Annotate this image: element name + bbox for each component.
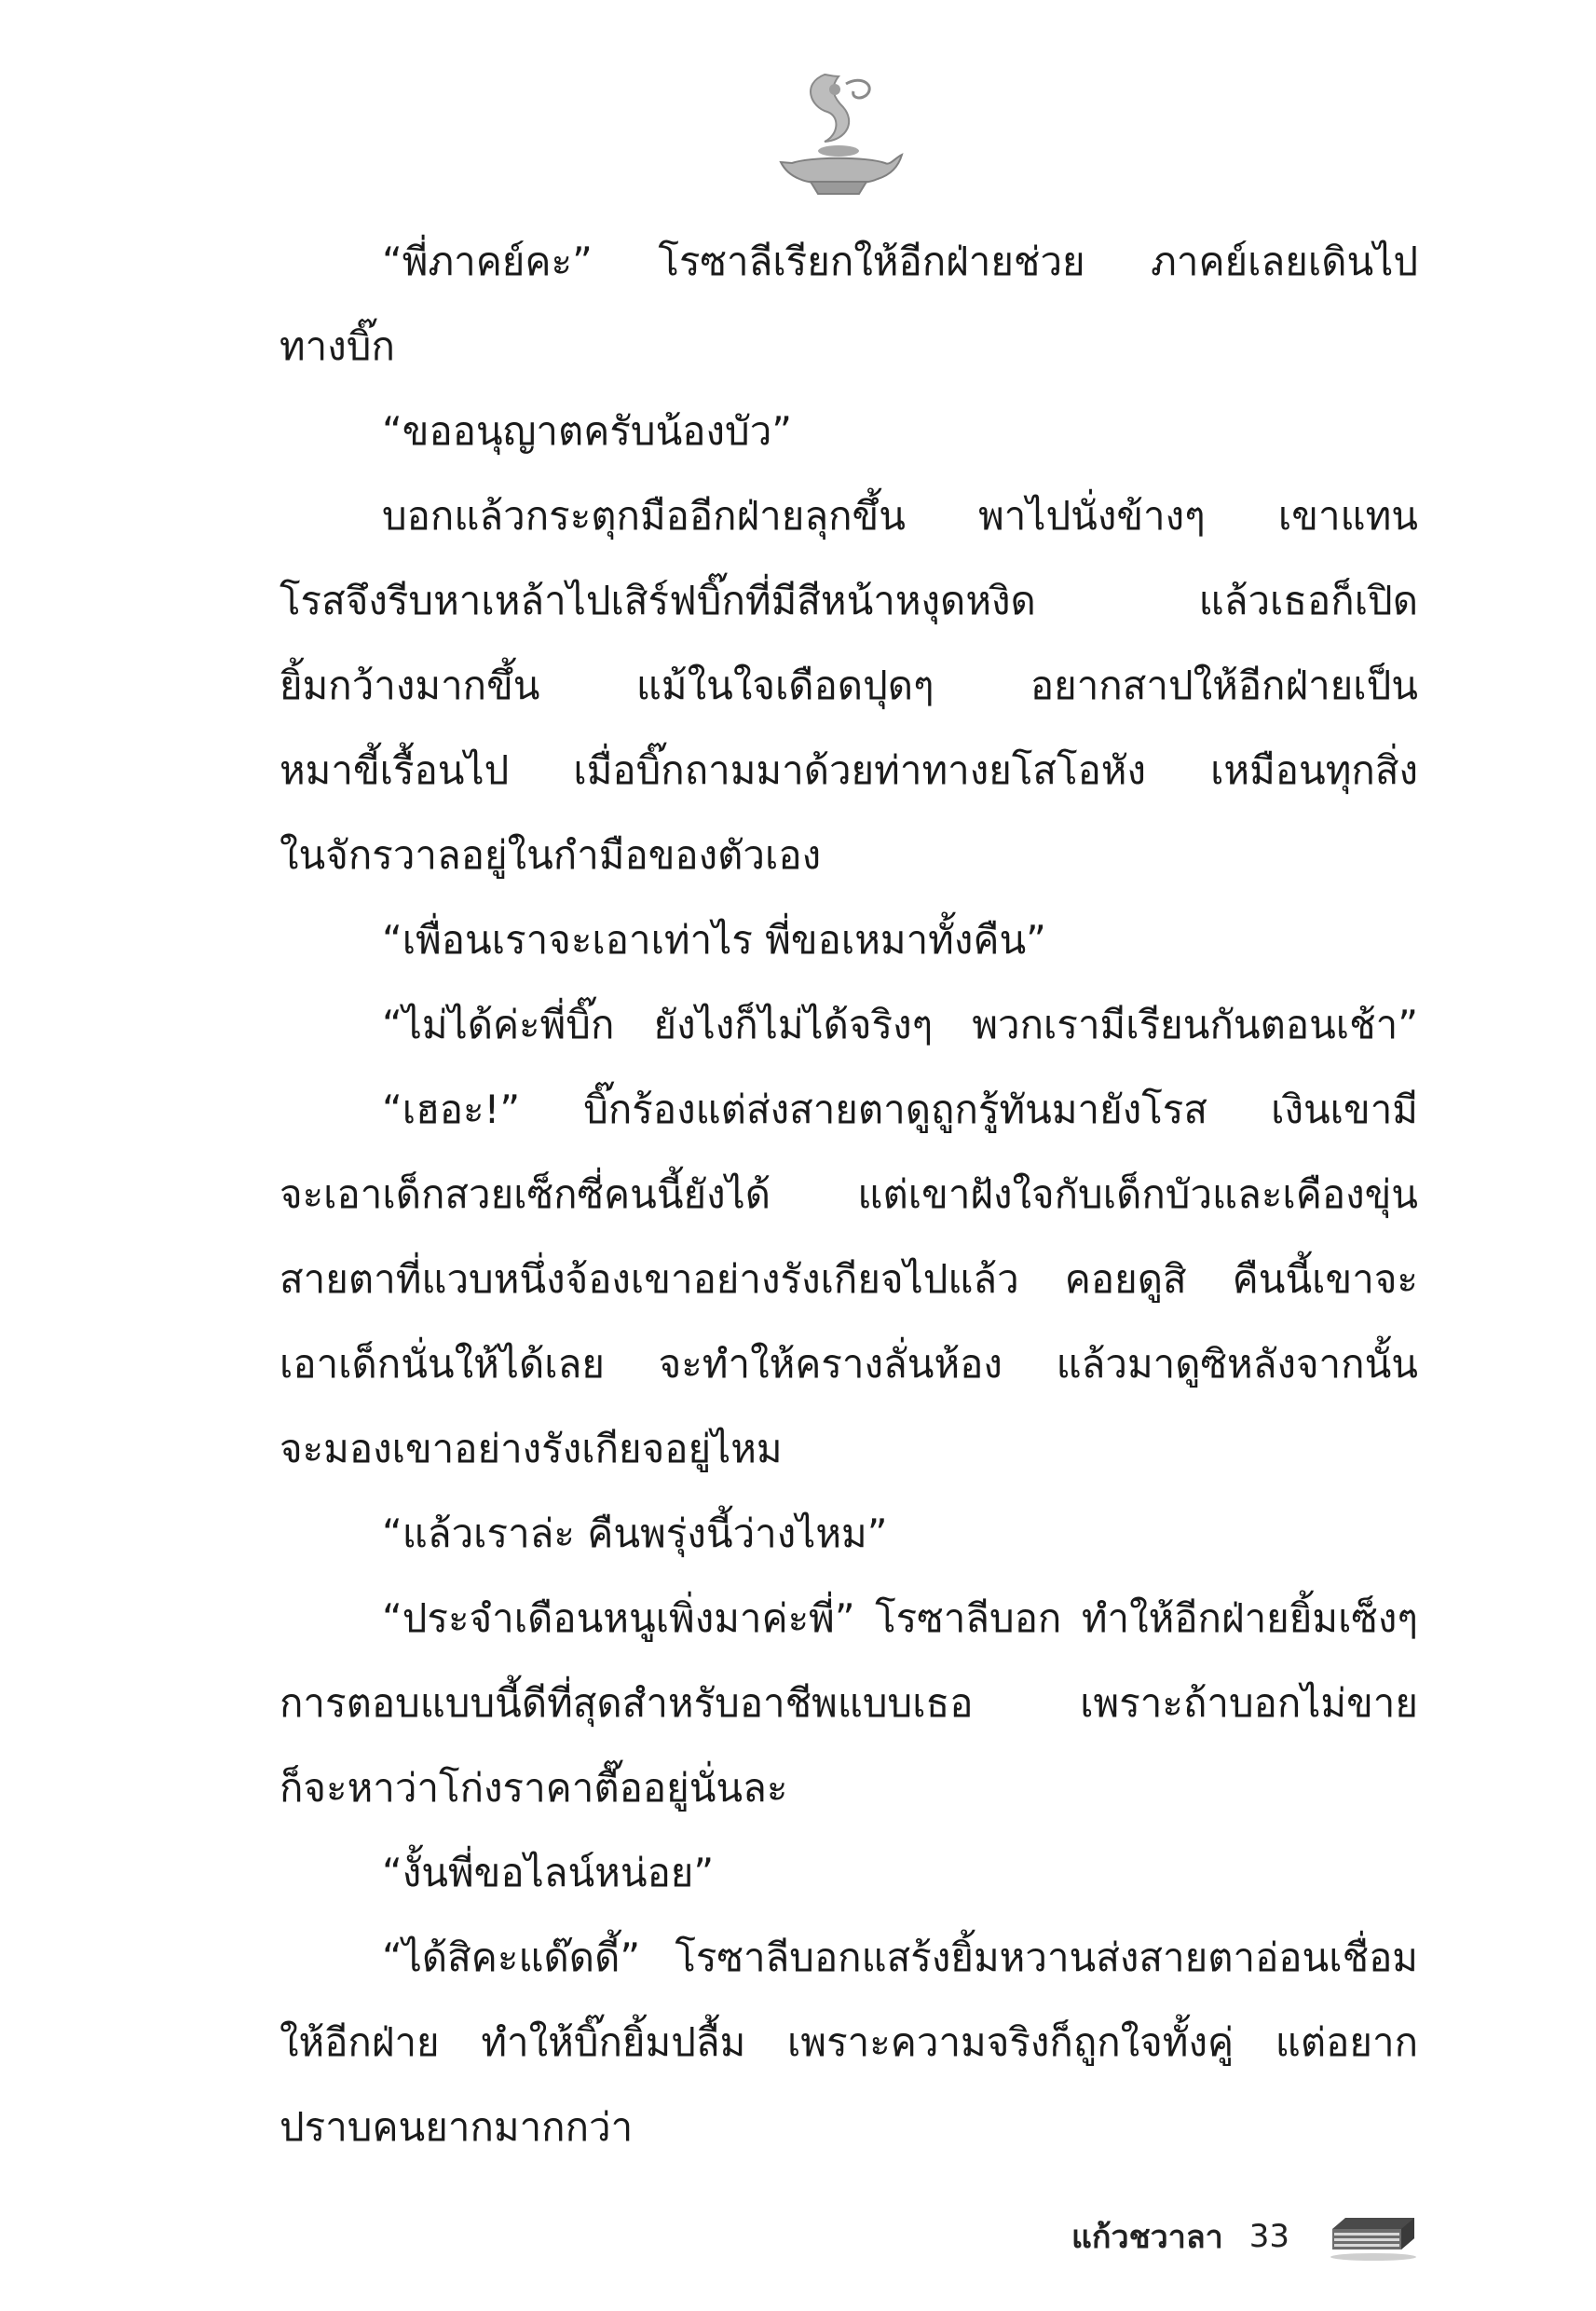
text-line: “แล้วเราล่ะ คืนพรุ่งนี้ว่างไหม”: [382, 1511, 888, 1556]
text-line: “งั้นพี่ขอไลน์หน่อย”: [382, 1850, 715, 1895]
text-line: “ไม่ได้ค่ะพี่บิ๊ก ยังไงก็ไม่ได้จริงๆ พวกเรามีเรียนกันตอนเช้า”: [382, 1002, 1418, 1047]
text-line: โรสจึงรีบหาเหล้าไปเสิร์ฟบิ๊กที่มีสีหน้าหงุดหงิด แล้วเธอก็เปิด: [280, 578, 1418, 623]
text-line: การตอบแบบนี้ดีที่สุดสำหรับอาชีพแบบเธอ เพราะถ้าบอกไม่ขาย: [280, 1680, 1418, 1726]
text-line: ยิ้มกว้างมากขึ้น แม้ในใจเดือดปุดๆ อยากสาปให้อีกฝ่ายเป็น: [280, 663, 1418, 708]
book-title: แก้วชวาลา: [1071, 2219, 1223, 2256]
paragraph: [280, 1067, 1418, 1491]
paragraph: [280, 1830, 1418, 1915]
paragraph: [280, 897, 1418, 982]
text-line: “เพื่อนเราจะเอาเท่าไร พี่ขอเหมาทั้งคืน”: [382, 917, 1046, 963]
text-line: “ประจำเดือนหนูเพิ่งมาค่ะพี่” โรซาลีบอก ทำให้อีกฝ่ายยิ้มเซ็งๆ: [382, 1595, 1418, 1641]
paragraph: [280, 473, 1418, 897]
text-line: “ได้สิคะแด๊ดดี้” โรซาลีบอกแสร้งยิ้มหวานส่งสายตาอ่อนเชื่อม: [382, 1935, 1418, 1980]
text-line: สายตาที่แวบหนึ่งจ้องเขาอย่างรังเกียจไปแล้ว คอยดูสิ คืนนี้เขาจะ: [280, 1256, 1418, 1302]
text-line: ในจักรวาลอยู่ในกำมือของตัวเอง: [280, 832, 822, 878]
text-line: เอาเด็กนั่นให้ได้เลย จะทำให้ครางลั่นห้อง แล้วมาดูซิหลังจากนั้น: [280, 1341, 1418, 1387]
text-line: ปราบคนยากมากกว่า: [280, 2104, 634, 2150]
body-text: [280, 219, 1418, 2169]
paragraph: [280, 1491, 1418, 1576]
text-line: จะเอาเด็กสวยเซ็กซี่คนนี้ยังได้ แต่เขาฝังใจกับเด็กบัวและเคืองขุ่น: [280, 1171, 1418, 1217]
paragraph: [280, 389, 1418, 473]
paragraph: [280, 219, 1418, 389]
text-line: ให้อีกฝ่าย ทำให้บิ๊กยิ้มปลื้ม เพราะความจริงก็ถูกใจทั้งคู่ แต่อยาก: [280, 2019, 1418, 2065]
text-line: บอกแล้วกระตุกมืออีกฝ่ายลุกขึ้น พาไปนั่งข้างๆ เขาแทน: [382, 493, 1418, 539]
paragraph: [280, 1576, 1418, 1830]
genie-lamp-icon: [773, 65, 904, 205]
text-line: ก็จะหาว่าโก่งราคาตื๊ออยู่นั่นละ: [280, 1765, 788, 1811]
page-number: 33: [1248, 2218, 1290, 2255]
paragraph: [280, 982, 1418, 1067]
text-line: “ขออนุญาตครับน้องบัว”: [382, 408, 793, 454]
text-line: “เฮอะ!” บิ๊กร้องแต่ส่งสายตาดูถูกรู้ทันมายังโรส เงินเขามี: [382, 1087, 1418, 1132]
paragraph: [280, 1915, 1418, 2169]
text-line: ทางบิ๊ก: [280, 323, 395, 369]
text-line: “พี่ภาคย์คะ” โรซาลีเรียกให้อีกฝ่ายช่วย ภาคย์เลยเดินไป: [382, 239, 1418, 284]
closed-book-icon: [1327, 2210, 1420, 2263]
page-footer: [1071, 2208, 1420, 2264]
text-line: หมาขี้เรื้อนไป เมื่อบิ๊กถามมาด้วยท่าทางยโสโอหัง เหมือนทุกสิ่ง: [280, 747, 1418, 793]
text-line: จะมองเขาอย่างรังเกียจอยู่ไหม: [280, 1426, 783, 1471]
